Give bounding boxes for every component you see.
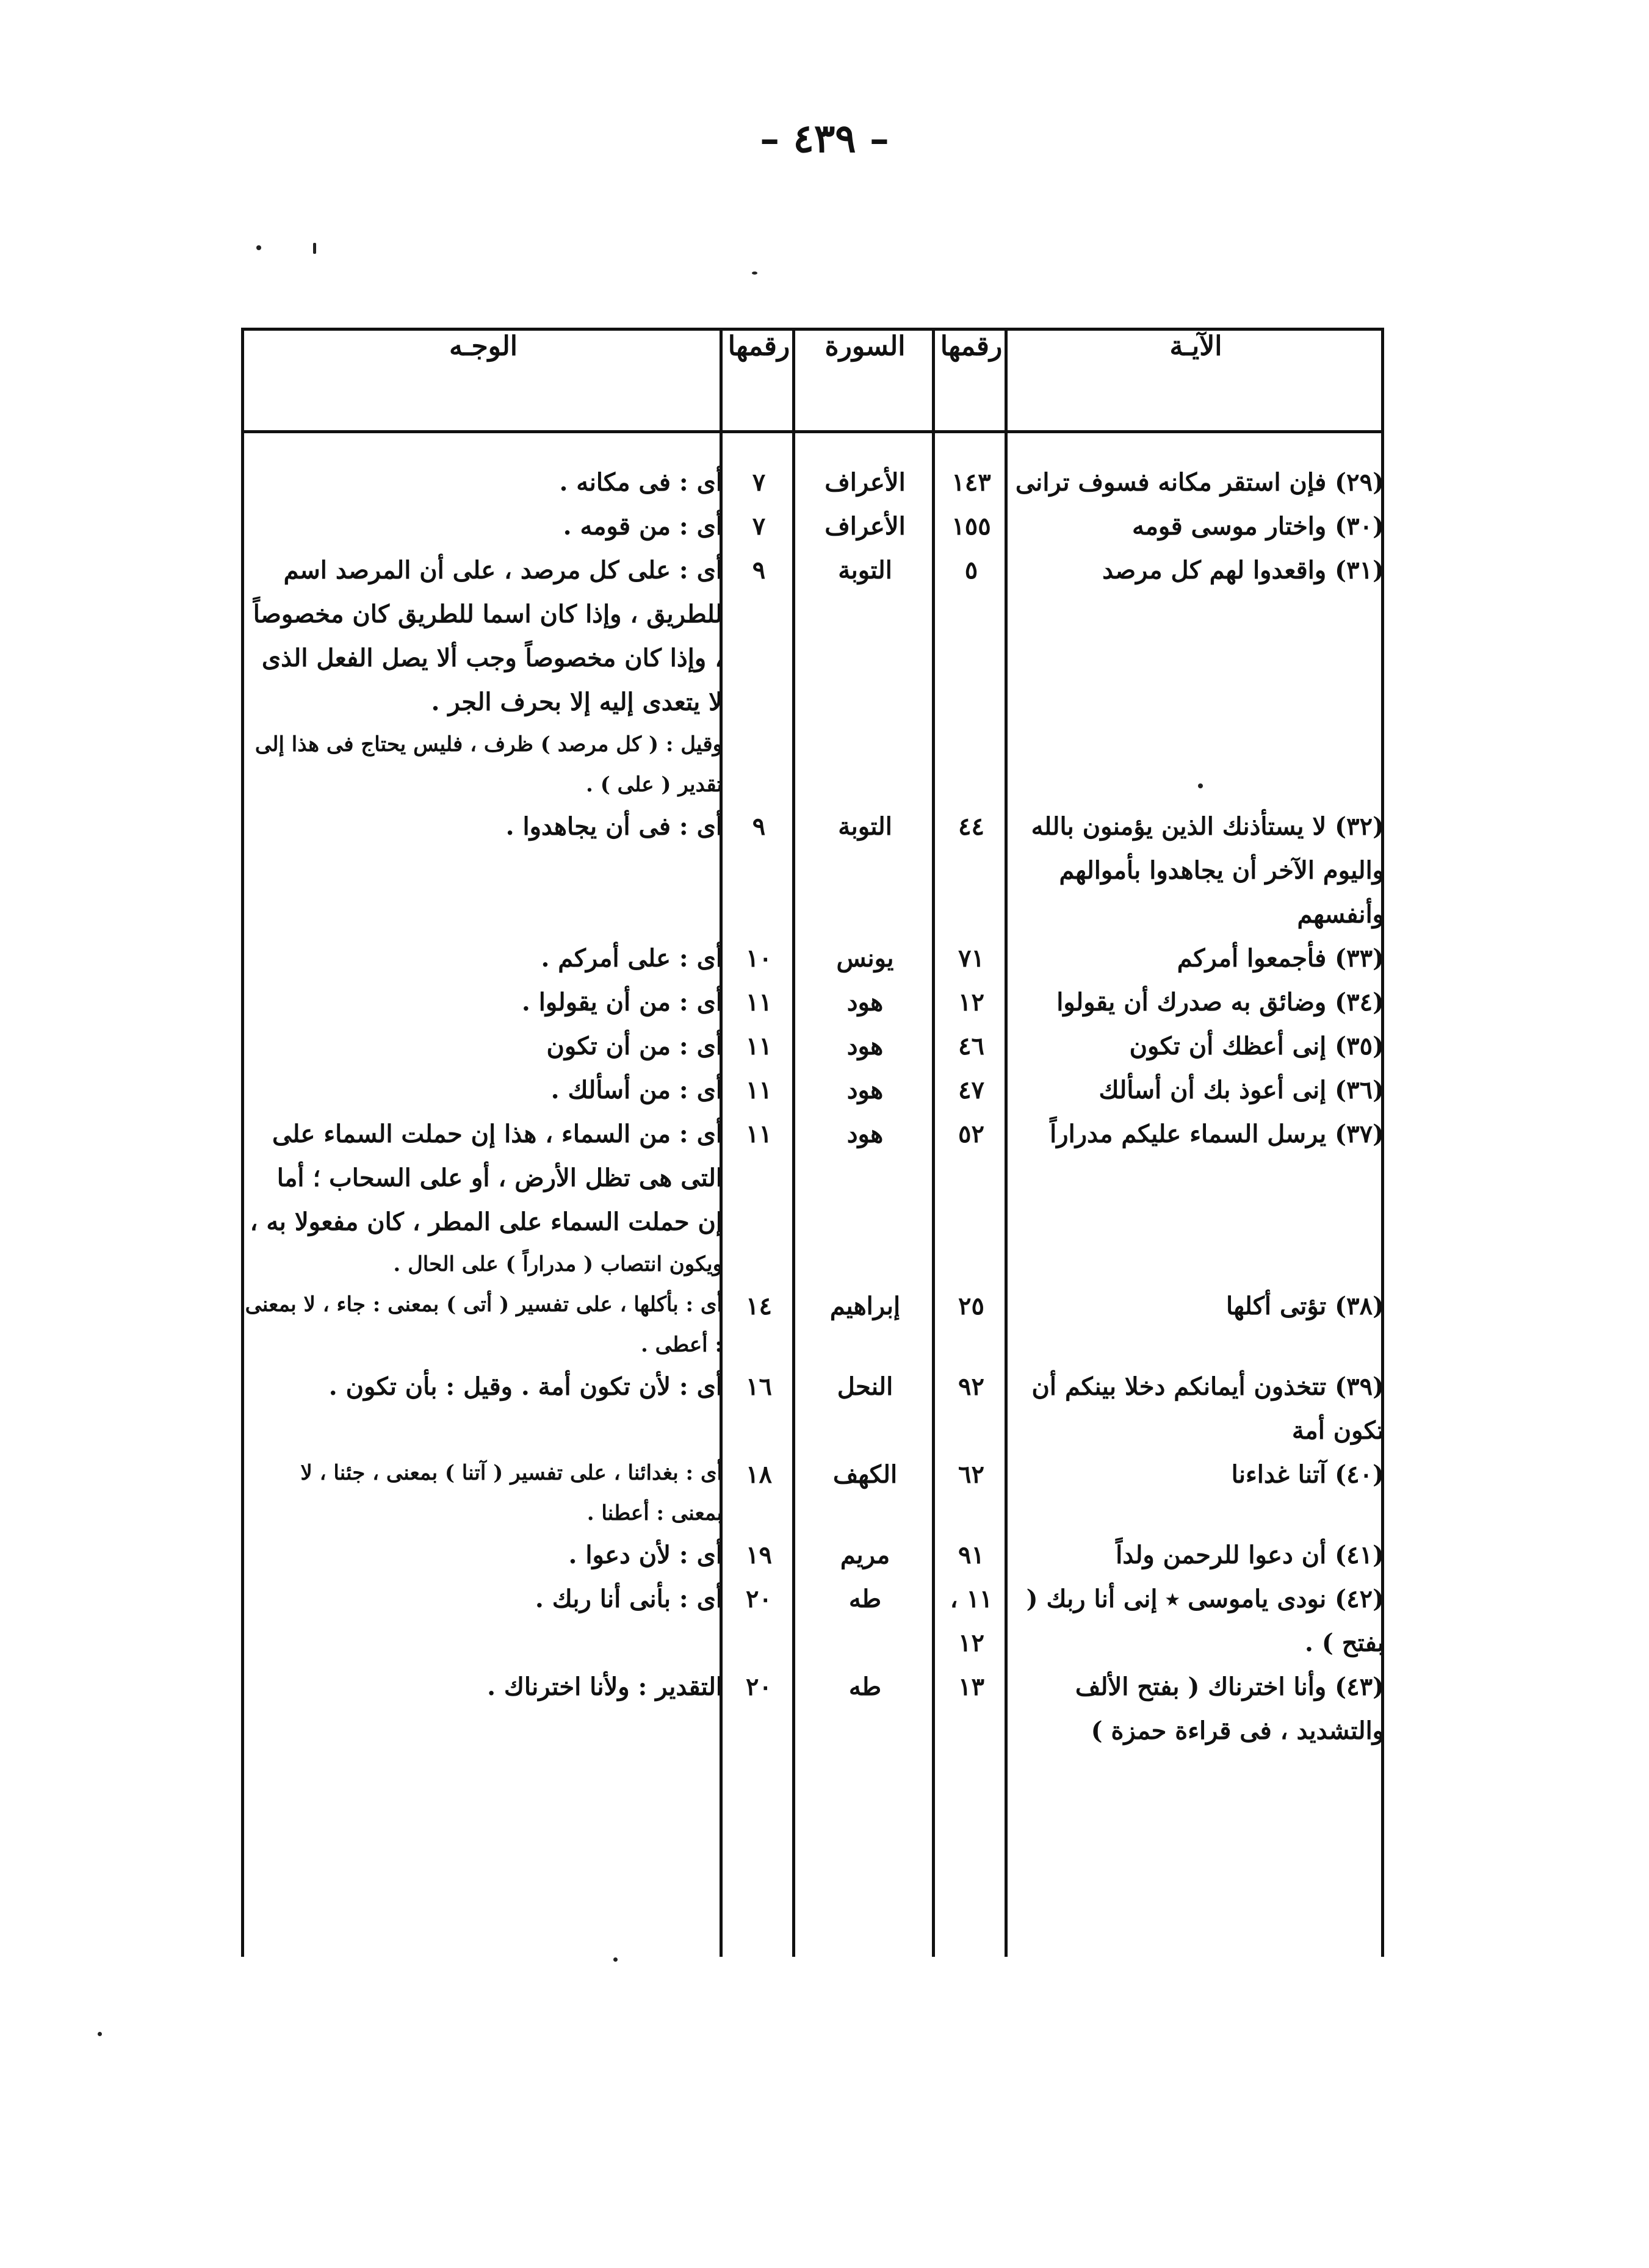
face-text: أى : على أمركم . [541, 944, 723, 973]
table-row [244, 1244, 1384, 1284]
surah-number: ٩ [752, 556, 766, 585]
table-row [244, 1024, 1384, 1068]
ayah-number: ٤٤ [958, 812, 984, 841]
surah-name: طه [848, 1585, 882, 1613]
table-row [244, 1068, 1384, 1112]
face-text: أى : من قومه . [563, 512, 723, 541]
scan-speck [1198, 783, 1203, 788]
face-text: أى : من أن يقولوا . [521, 988, 723, 1017]
ayah-number: ١١ ، ١٢ [950, 1585, 993, 1657]
surah-number: ١١ [746, 1076, 772, 1104]
scan-speck [613, 1957, 618, 1962]
ayah-number: ٥٢ [958, 1120, 984, 1148]
surah-number: ١٤ [746, 1292, 772, 1320]
surah-name: التوبة [838, 812, 892, 841]
header-surah-number: رقمها [727, 331, 790, 362]
scan-speck [98, 2032, 102, 2036]
surah-number: ١٨ [746, 1460, 772, 1489]
scan-speck [752, 272, 757, 275]
ayah-text: (٤٣) وأنا اخترناك ( بفتح الألف والتشديد ، فى قراءة حمزة ) [1075, 1672, 1384, 1745]
face-text: وقيل : ( كل مرصد ) ظرف ، فليس يحتاج فى هذا إلى تقدير ( على ) . [254, 732, 723, 797]
surah-name: هود [846, 1120, 884, 1148]
table-header-row [244, 331, 1384, 430]
table-row [244, 937, 1384, 981]
surah-name: هود [846, 1032, 884, 1060]
ayah-text [1008, 724, 1384, 805]
table-row [244, 724, 1384, 805]
ayah-text: (٤١) أن دعوا للرحمن ولداً [1116, 1541, 1384, 1569]
ayat-table [244, 331, 1384, 1753]
face-text: أى : بأنى أنا ربك . [535, 1585, 723, 1613]
surah-name: هود [846, 1076, 884, 1104]
table-row [244, 549, 1384, 724]
header-face: الوجـه [449, 331, 518, 362]
surah-name: الكهف [832, 1460, 898, 1489]
ayah-text: (٣١) واقعدوا لهم كل مرصد [1102, 556, 1384, 585]
page-number: – ٤٣٩ – [760, 116, 889, 162]
table-row [244, 1533, 1384, 1577]
face-text: أى : فى أن يجاهدوا . [505, 812, 723, 841]
face-text: أى : لأن دعوا . [568, 1541, 723, 1569]
ayah-number: ٥ [964, 556, 978, 585]
table-row [244, 1112, 1384, 1244]
surah-name: يونس [836, 944, 894, 973]
ayah-number: ٤٦ [958, 1032, 984, 1060]
surah-number: ١١ [746, 988, 772, 1017]
surah-number [723, 1244, 795, 1284]
ayah-text: (٣٤) وضائق به صدرك أن يقولوا [1056, 988, 1384, 1017]
face-text: أى : من السماء ، هذا إن حملت السماء على التى هى تظل الأرض ، أو على السحاب ؛ أما إن حملت السماء على المطر ، كان مفعولا به ، [250, 1120, 723, 1236]
surah-name: هود [846, 988, 884, 1017]
ayah-number: ٢٥ [958, 1292, 984, 1320]
surah-number: ٢٠ [746, 1585, 772, 1613]
surah-number: ٧ [752, 512, 766, 541]
surah-number: ٢٠ [746, 1672, 772, 1701]
table-row [244, 981, 1384, 1024]
ayah-text: (٤٢) نودى ياموسى ٭ إنى أنا ربك ( بفتح ) . [1026, 1585, 1384, 1657]
surah-name: النحل [837, 1372, 893, 1401]
face-text: ويكون انتصاب ( مدراراً ) على الحال . [393, 1252, 723, 1276]
ayah-text [1008, 1244, 1384, 1284]
surah-number: ٧ [752, 468, 766, 497]
surah-name: الأعراف [824, 512, 906, 541]
ayah-text: (٣٢) لا يستأذنك الذين يؤمنون بالله واليوم الآخر أن يجاهدوا بأموالهم وأنفسهم [1031, 812, 1384, 929]
ayah-number: ٦٢ [958, 1460, 984, 1489]
surah-name: مريم [840, 1541, 890, 1569]
surah-name [795, 724, 935, 805]
surah-number: ١٩ [746, 1541, 772, 1569]
ayah-number: ٩١ [958, 1541, 984, 1569]
ayah-text: (٣٩) تتخذون أيمانكم دخلا بينكم أن تكون أمة [1031, 1372, 1384, 1445]
ayah-number [935, 1244, 1008, 1284]
face-text: أى : بأكلها ، على تفسير ( أتى ) بمعنى : جاء ، لا بمعنى : أعطى . [245, 1292, 723, 1357]
surah-number: ١١ [746, 1032, 772, 1060]
surah-name: التوبة [838, 556, 892, 585]
surah-number: ١٦ [746, 1372, 772, 1401]
ayah-number: ١٤٣ [951, 468, 991, 497]
table-row [244, 461, 1384, 505]
ayah-text: (٣٣) فأجمعوا أمركم [1177, 944, 1384, 973]
header-ayah: الآيـة [1169, 331, 1222, 362]
surah-number: ٩ [752, 812, 766, 841]
table-row [244, 505, 1384, 549]
surah-number: ١٠ [746, 944, 772, 973]
ayah-text: (٤٠) آتنا غداءنا [1231, 1460, 1384, 1489]
face-text: التقدير : ولأنا اخترناك . [487, 1672, 723, 1701]
table-row [244, 1284, 1384, 1365]
ayah-number: ٧١ [958, 944, 984, 973]
face-text: أى : فى مكانه . [559, 468, 723, 497]
table-row [244, 1365, 1384, 1453]
table-row [244, 1577, 1384, 1665]
face-text: أى : بغدائنا ، على تفسير ( آتنا ) بمعنى ، جئنا ، لا بمعنى : أعطنا . [300, 1461, 723, 1525]
ayah-number: ١٢ [958, 988, 984, 1017]
ayah-number: ٤٧ [958, 1076, 984, 1104]
ayah-number: ١٣ [958, 1672, 984, 1701]
ayah-text: (٣٨) تؤتى أكلها [1226, 1292, 1384, 1320]
face-text: أى : من أن تكون [546, 1032, 723, 1060]
scan-speck [313, 243, 316, 254]
ayah-text: (٢٩) فإن استقر مكانه فسوف ترانى [1015, 468, 1384, 497]
face-text: أى : من أسألك . [550, 1076, 723, 1104]
surah-name: الأعراف [824, 468, 906, 497]
ayah-text: (٣٥) إنى أعظك أن تكون [1129, 1032, 1384, 1060]
ayah-text: (٣٦) إنى أعوذ بك أن أسألك [1099, 1076, 1384, 1104]
ayah-number: ٩٢ [958, 1372, 984, 1401]
face-text: أى : لأن تكون أمة . وقيل : بأن تكون . [328, 1372, 723, 1401]
table-row [244, 1665, 1384, 1753]
scan-speck [256, 245, 261, 250]
surah-name: طه [848, 1672, 882, 1701]
surah-name: إبراهيم [829, 1292, 901, 1320]
table-row [244, 805, 1384, 937]
table-row [244, 1453, 1384, 1533]
ayah-number: ١٥٥ [951, 512, 991, 541]
ayah-text: (٣٠) واختار موسى قومه [1132, 512, 1384, 541]
header-surah: السورة [824, 331, 906, 362]
surah-number [723, 724, 795, 805]
surah-name [795, 1244, 935, 1284]
ayah-text: (٣٧) يرسل السماء عليكم مدراراً [1050, 1120, 1384, 1148]
ayah-number [935, 724, 1008, 805]
header-ayah-number: رقمها [940, 331, 1003, 362]
face-text: أى : على كل مرصد ، على أن المرصد اسم للطريق ، وإذا كان اسما للطريق كان مخصوصاً ، وإذا كان مخصوصاً وجب ألا يصل الفعل الذى لا يتعدى إليه إلا بحرف الجر . [253, 556, 723, 716]
surah-number: ١١ [746, 1120, 772, 1148]
